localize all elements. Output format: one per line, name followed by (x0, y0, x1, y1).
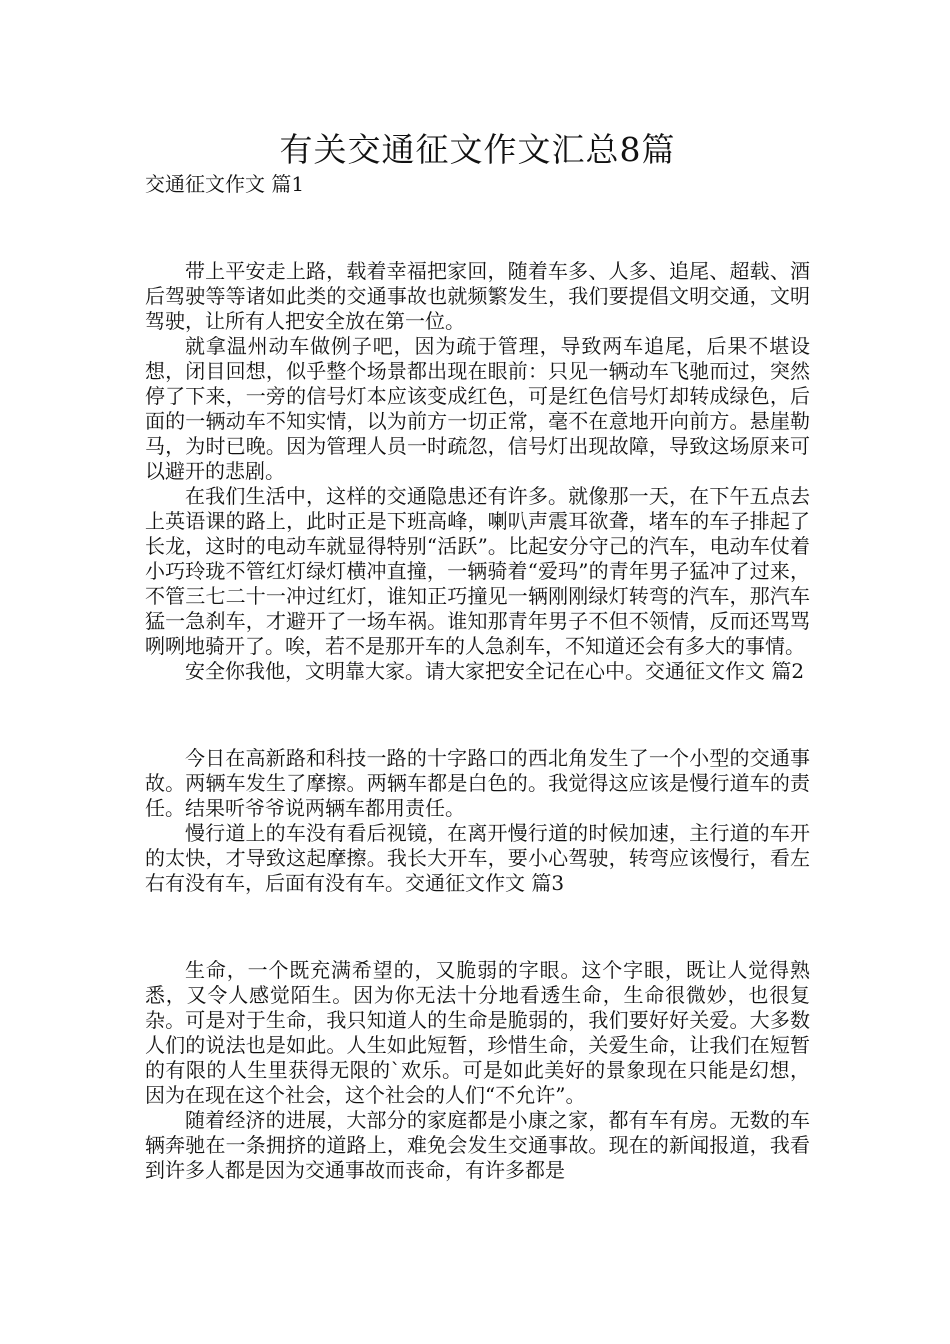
section-spacer (145, 684, 810, 746)
paragraph: 随着经济的进展，大部分的家庭都是小康之家，都有车有房。无数的车辆奔驰在一条拥挤的道路上，难免会发生交通事故。现在的新闻报道，我看到许多人都是因为交通事故而丧命，有许多都是 (145, 1108, 810, 1182)
section-heading-3: 交通征文作文 篇3 (405, 871, 565, 895)
section-heading-1: 交通征文作文 篇1 (145, 172, 305, 196)
paragraph: 生命，一个既充满希望的，又脆弱的字眼。这个字眼，既让人觉得熟悉，又令人感觉陌生。因为你无法十分地看透生命，生命很微妙，也很复杂。可是对于生命，我只知道人的生命是脆弱的，我们要好好关爱。大多数人们的说法也是如此。人生如此短暂，珍惜生命，关爱生命，让我们在短暂的有限的人生里获得无限的`欢乐。可是如此美好的景象现在只能是幻想，因为在现在这个社会，这个社会的人们“不允许”。 (145, 958, 810, 1107)
paragraph-with-next-heading (145, 659, 810, 684)
paragraph-text: 慢行道上的车没有看后视镜，在离开慢行道的时候加速，主行道的车开的太快，才导致这起摩擦。我长大开车，要小心驾驶，转弯应该慢行，看左右有没有车，后面有没有车。 (145, 821, 810, 895)
section-spacer (145, 197, 810, 259)
section-heading-2: 交通征文作文 篇2 (645, 659, 805, 683)
paragraph-text: 安全你我他，文明靠大家。请大家把安全记在心中。 (185, 659, 645, 683)
paragraph: 在我们生活中，这样的交通隐患还有许多。就像那一天，在下午五点去上英语课的路上，此时正是下班高峰，喇叭声震耳欲聋，堵车的车子排起了长龙，这时的电动车就显得特别“活跃”。比起安分守己的汽车，电动车仗着小巧玲珑不管红灯绿灯横冲直撞，一辆骑着“爱玛”的青年男子猛冲了过来，不管三七二十一冲过红灯，谁知正巧撞见一辆刚刚绿灯转弯的汽车，那汽车猛一急刹车，才避开了一场车祸。谁知那青年男子不但不领情，反而还骂骂咧咧地骑开了。唉，若不是那开车的人急刹车，不知道还会有多大的事情。 (145, 484, 810, 658)
paragraph: 今日在高新路和科技一路的十字路口的西北角发生了一个小型的交通事故。两辆车发生了摩擦。两辆车都是白色的。我觉得这应该是慢行道车的责任。结果听爷爷说两辆车都用责任。 (145, 746, 810, 820)
paragraph-with-next-heading (145, 821, 810, 896)
document-title: 有关交通征文作文汇总8篇 (279, 130, 676, 169)
paragraph: 带上平安走上路，载着幸福把家回，随着车多、人多、追尾、超载、酒后驾驶等等诸如此类的交通事故也就频繁发生，我们要提倡文明交通，文明驾驶，让所有人把安全放在第一位。 (145, 259, 810, 333)
document-page (145, 128, 810, 1183)
section-spacer (145, 896, 810, 958)
paragraph: 就拿温州动车做例子吧，因为疏于管理，导致两车追尾，后果不堪设想，闭目回想，似乎整个场景都出现在眼前：只见一辆动车飞驰而过，突然停了下来，一旁的信号灯本应该变成红色，可是红色信号灯却转成绿色，后面的一辆动车不知实情，以为前方一切正常，毫不在意地开向前方。悬崖勒马，为时已晚。因为管理人员一时疏忽，信号灯出现故障，导致这场原来可以避开的悲剧。 (145, 334, 810, 483)
